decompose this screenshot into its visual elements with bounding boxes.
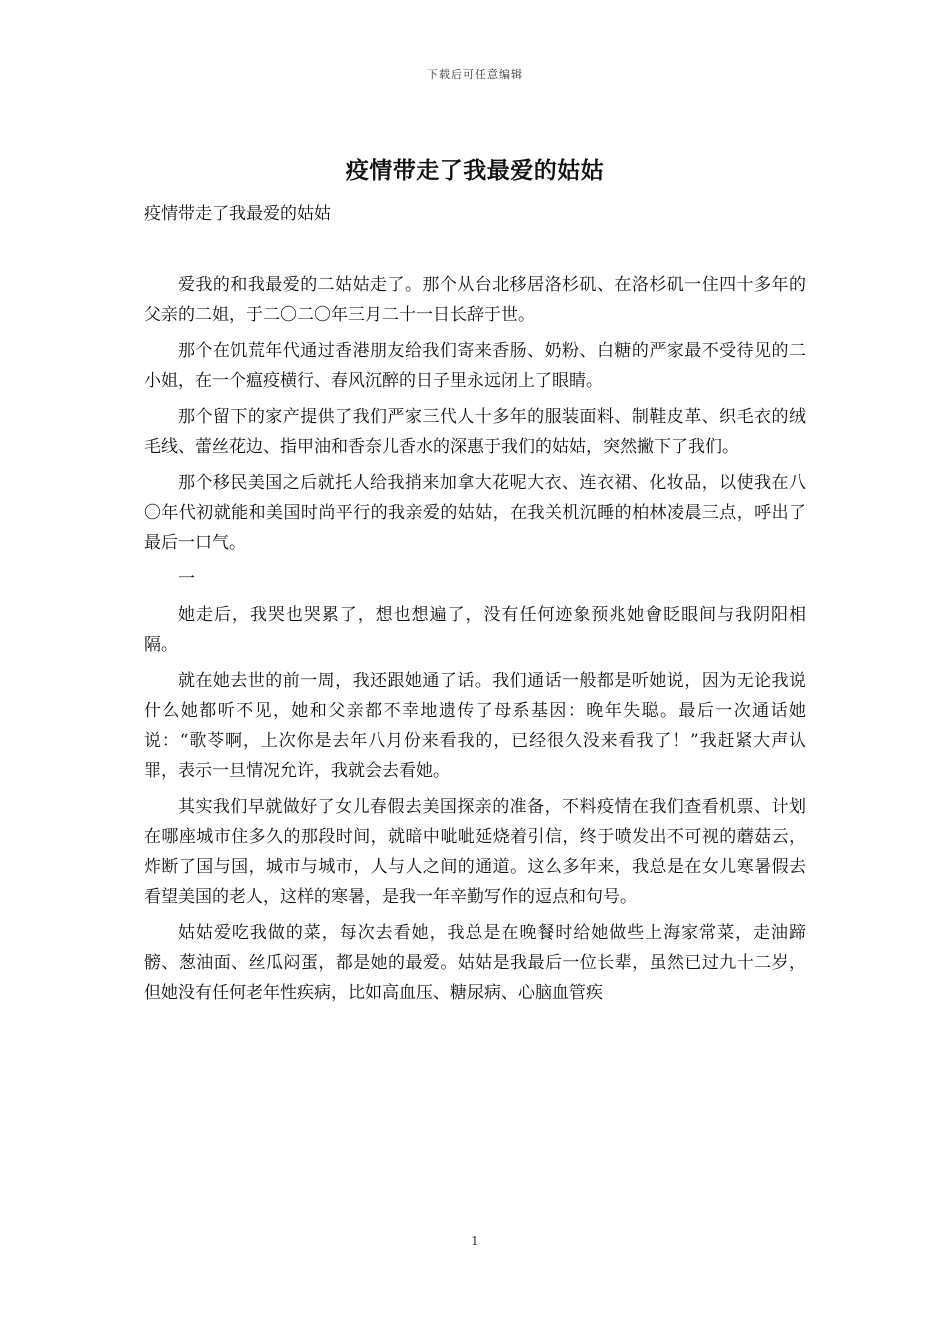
paragraph: 爱我的和我最爱的二姑姑走了。那个从台北移居洛杉矶、在洛杉矶一住四十多年的父亲的二姐，于二〇二〇年三月二十一日长辞于世。: [144, 275, 806, 325]
paragraph: 那个留下的家产提供了我们严家三代人十多年的服装面料、制鞋皮革、织毛衣的绒毛线、蕾丝花边、指甲油和香奈儿香水的深惠于我们的姑姑，突然撇下了我们。: [144, 407, 806, 457]
document-title: 疫情带走了我最爱的姑姑: [345, 157, 605, 184]
document-body: [144, 270, 806, 1014]
paragraph: 就在她去世的前一周，我还跟她通了话。我们通话一般都是听她说，因为无论我说什么她都听不见，她和父亲都不幸地遗传了母系基因：晚年失聪。最后一次通话她说：“歌苓啊，上次你是去年八月份来看我的，已经很久没来看我了！”我赶紧大声认罪，表示一旦情况允许，我就会去看她。: [144, 671, 806, 781]
paragraph: 她走后，我哭也哭累了，想也想遍了，没有任何迹象预兆她會眨眼间与我阴阳相隔。: [144, 605, 806, 655]
section-number: 一: [178, 569, 195, 589]
paragraph: 其实我们早就做好了女儿春假去美国探亲的准备，不料疫情在我们查看机票、计划在哪座城市住多久的那段时间，就暗中呲呲延烧着引信，终于喷发出不可视的蘑菇云，炸断了国与国，城市与城市，人与人之间的通道。这么多年来，我总是在女儿寒暑假去看望美国的老人，这样的寒暑，是我一年辛勤写作的逗点和句号。: [144, 797, 806, 907]
document-subtitle: 疫情带走了我最爱的姑姑: [144, 204, 331, 224]
paragraph: 姑姑爱吃我做的菜，每次去看她，我总是在晚餐时给她做些上海家常菜，走油蹄髈、葱油面、丝瓜闷蛋，都是她的最爱。姑姑是我最后一位长辈，虽然已过九十二岁，但她没有任何老年性疾病，比如高血压、糖尿病、心脑血管疾: [144, 923, 806, 1003]
header-note: 下载后可任意编辑: [427, 68, 523, 81]
page-number: 1: [471, 1234, 479, 1248]
paragraph: 那个在饥荒年代通过香港朋友给我们寄来香肠、奶粉、白糖的严家最不受待见的二小姐，在一个瘟疫横行、春风沉醉的日子里永远闭上了眼睛。: [144, 341, 806, 391]
paragraph: 那个移民美国之后就托人给我捎来加拿大花呢大衣、连衣裙、化妆品，以使我在八〇年代初就能和美国时尚平行的我亲爱的姑姑，在我关机沉睡的柏林凌晨三点，呼出了最后一口气。: [144, 473, 806, 553]
